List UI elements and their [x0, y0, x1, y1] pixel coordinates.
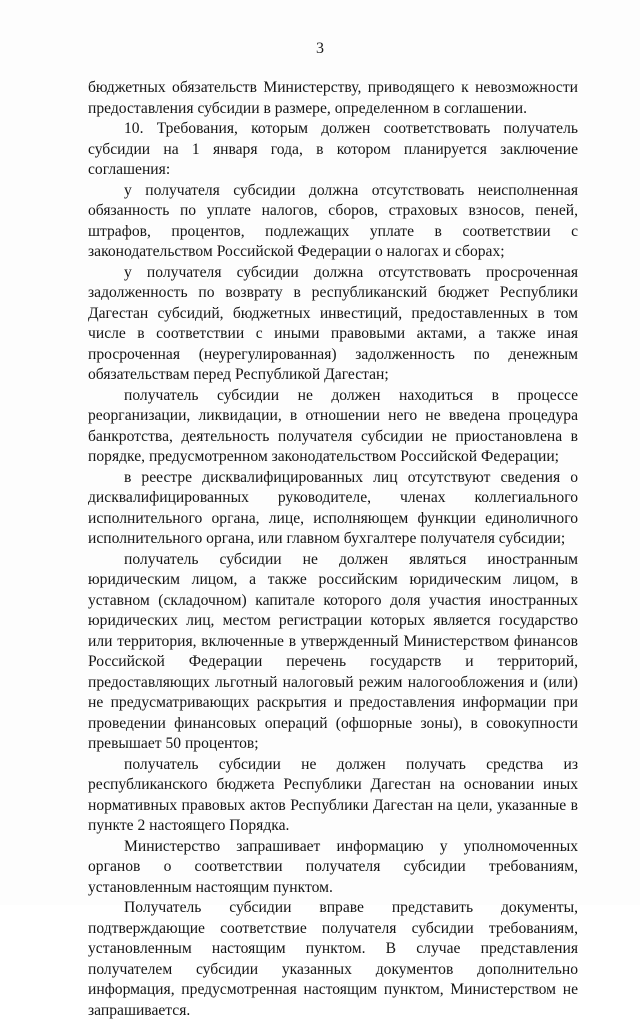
paragraph-reorganization: получатель субсидии не должен находиться в процессе реорганизации, ликвидации, в отношении него не введена процедура банкротства, деятельность получателя субсидии не приостановлена в порядке, предусмотренном законодательством Российской Федерации;	[88, 386, 578, 465]
document-body	[88, 78, 578, 1021]
page-number: 3	[316, 40, 324, 57]
paragraph-overdue-debt: у получателя субсидии должна отсутствовать просроченная задолженность по возврату в республиканский бюджет Республики Дагестан субсидий, бюджетных инвестиций, предоставленных в том числе в соответствии с иными правовыми актами, а также иная просроченная (неурегулированная) задолженность по денежным обязательствам перед Республикой Дагестан;	[88, 263, 578, 383]
paragraph-disqualified-persons: в реестре дисквалифицированных лиц отсутствуют сведения о дисквалифицированных руководителе, членах коллегиального исполнительного органа, лице, исполняющем функции единоличного исполнительного органа, или главном бухгалтере получателя субсидии;	[88, 468, 578, 547]
paragraph-foreign-entity: получатель субсидии не должен являться иностранным юридическим лицом, а также российским юридическим лицом, в уставном (складочном) капитале которого доля участия иностранных юридических лиц, местом регистрации которых является государство или территория, включенные в утвержденный Министерством финансов Российской Федерации перечень государств и территорий, предоставляющих льготный налоговый режим налогообложения и (или) не предусматривающих раскрытия и предоставления информации при проведении финансовых операций (офшорные зоны), в совокупности превышает 50 процентов;	[88, 550, 578, 752]
paragraph-tax-obligations: у получателя субсидии должна отсутствовать неисполненная обязанность по уплате налогов, сборов, страховых взносов, пеней, штрафов, процентов, подлежащих уплате в соответствии с законодательством Российской Федерации о налогах и сборах;	[88, 181, 578, 260]
paragraph-ministry-request: Министерство запрашивает информацию у уполномоченных органов о соответствии получателя субсидии требованиям, установленным настоящим пунктом.	[88, 837, 578, 896]
paragraph-item-10: 10. Требования, которым должен соответствовать получатель субсидии на 1 января года, в котором планируется заключение соглашения:	[88, 120, 578, 178]
paragraph-recipient-documents: Получатель субсидии вправе представить документы, подтверждающие соответствие получателя субсидии требованиям, установленным настоящим пунктом. В случае представления получателем субсидии указанных документов дополнительно информация, предусмотренная настоящим пунктом, Министерством не запрашивается.	[88, 899, 578, 1019]
paragraph-other-funds: получатель субсидии не должен получать средства из республиканского бюджета Республики Дагестан на основании иных нормативных правовых актов Республики Дагестан на цели, указанные в пункте 2 настоящего Порядка.	[88, 755, 578, 834]
paragraph-continuation: бюджетных обязательств Министерству, приводящего к невозможности предоставления субсидии в размере, определенном в соглашении.	[88, 79, 578, 117]
